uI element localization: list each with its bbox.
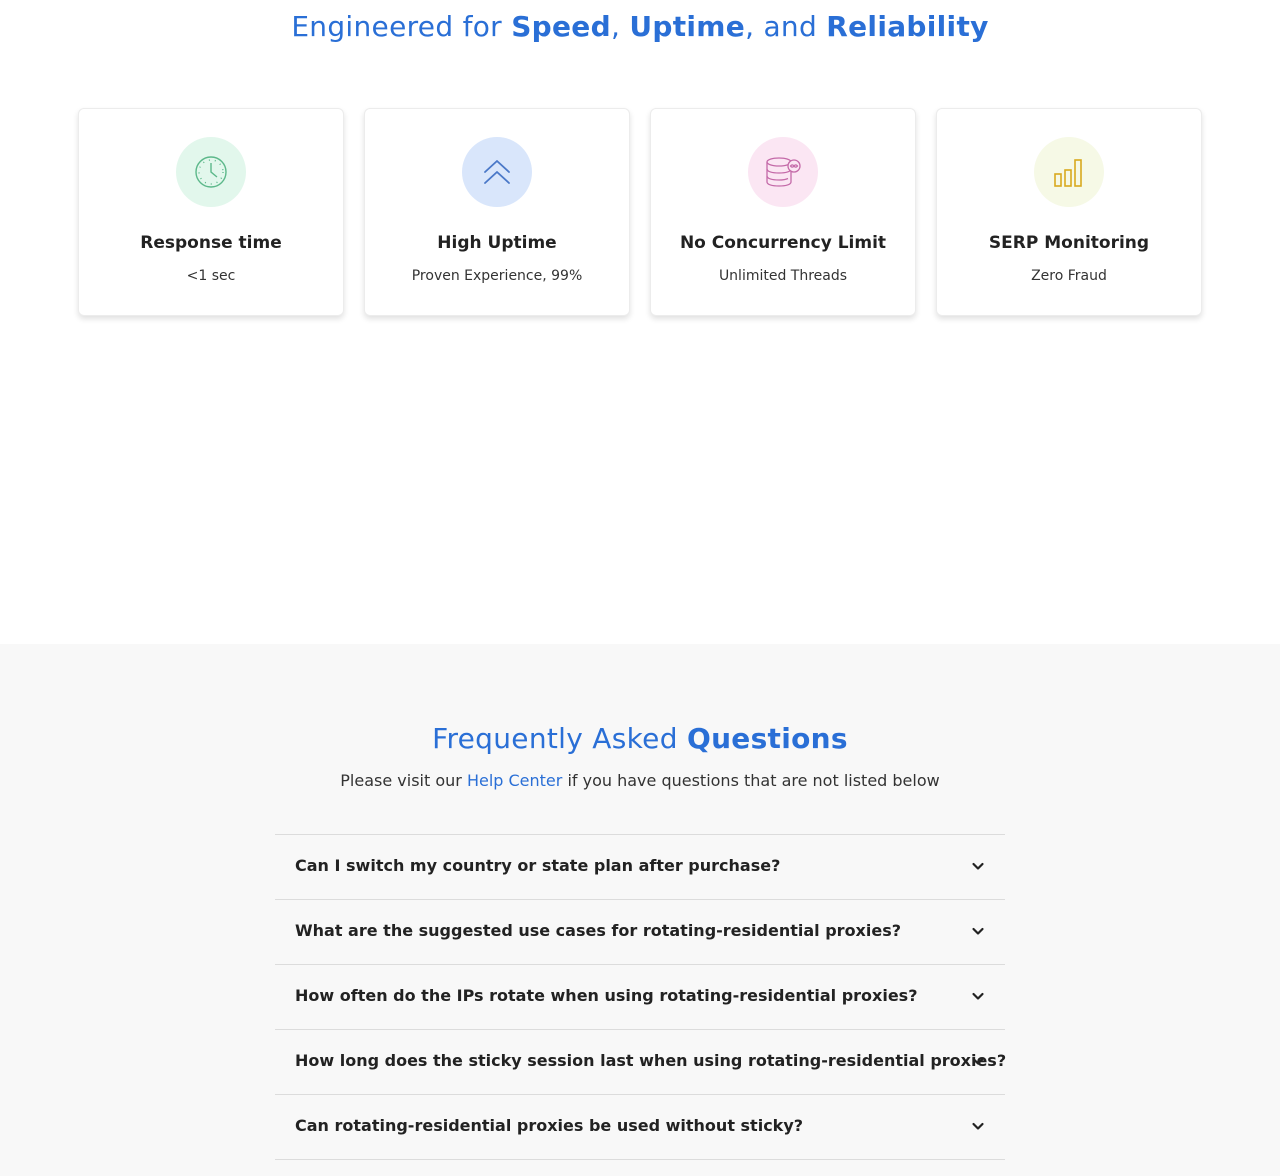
database-infinity-icon — [748, 137, 818, 207]
faq-question: How often do the IPs rotate when using rotating-residential proxies? — [295, 986, 918, 1005]
feature-card-no-concurrency — [650, 108, 916, 316]
chevron-down-icon — [969, 1052, 987, 1070]
faq-item[interactable] — [275, 965, 1005, 1030]
bar-chart-icon — [1034, 137, 1104, 207]
feature-title: High Uptime — [437, 233, 557, 253]
faq-question: What are the suggested use cases for rotating-residential proxies? — [295, 921, 902, 940]
feature-title: No Concurrency Limit — [679, 233, 887, 253]
faq-section — [0, 644, 1280, 1176]
feature-card-high-uptime — [364, 108, 630, 316]
hero-title-prefix: Engineered for — [291, 10, 512, 43]
faq-title — [0, 722, 1280, 755]
hero-title-comma: , — [610, 10, 630, 43]
faq-subtitle-after: if you have questions that are not listed below — [562, 771, 940, 790]
feature-card-response-time — [78, 108, 344, 316]
faq-subtitle — [0, 771, 1280, 790]
chevron-down-icon — [969, 1117, 987, 1135]
faq-title-bold: Questions — [686, 722, 848, 755]
faq-subtitle-before: Please visit our — [340, 771, 467, 790]
faq-item[interactable] — [275, 835, 1005, 900]
feature-subtitle: Zero Fraud — [1031, 268, 1107, 284]
faq-question: How long does the sticky session last when using rotating-residential proxies? — [295, 1051, 1007, 1070]
faq-question: Can I switch my country or state plan after purchase? — [295, 856, 781, 875]
feature-cards — [78, 108, 1202, 316]
hero-title-and: , and — [745, 10, 827, 43]
faq-item[interactable] — [275, 1095, 1005, 1160]
chevron-down-icon — [969, 857, 987, 875]
hero-title-uptime: Uptime — [629, 10, 746, 43]
double-chevron-up-icon — [462, 137, 532, 207]
help-center-link[interactable]: Help Center — [466, 771, 563, 790]
faq-item[interactable] — [275, 900, 1005, 965]
faq-item[interactable] — [275, 1030, 1005, 1095]
feature-card-serp-monitoring — [936, 108, 1202, 316]
chevron-down-icon — [969, 922, 987, 940]
hero-title-reliability: Reliability — [826, 10, 989, 43]
chevron-down-icon — [969, 987, 987, 1005]
faq-title-prefix: Frequently Asked — [432, 722, 687, 755]
faq-question: Can rotating-residential proxies be used without sticky? — [295, 1116, 804, 1135]
feature-title: Response time — [140, 233, 282, 253]
feature-subtitle: <1 sec — [186, 268, 236, 284]
clock-icon — [176, 137, 246, 207]
hero-title-speed: Speed — [511, 10, 611, 43]
feature-subtitle: Proven Experience, 99% — [411, 268, 583, 284]
hero-title — [0, 10, 1280, 43]
faq-list — [275, 834, 1005, 1160]
feature-subtitle: Unlimited Threads — [718, 268, 848, 284]
feature-title: SERP Monitoring — [988, 233, 1150, 253]
